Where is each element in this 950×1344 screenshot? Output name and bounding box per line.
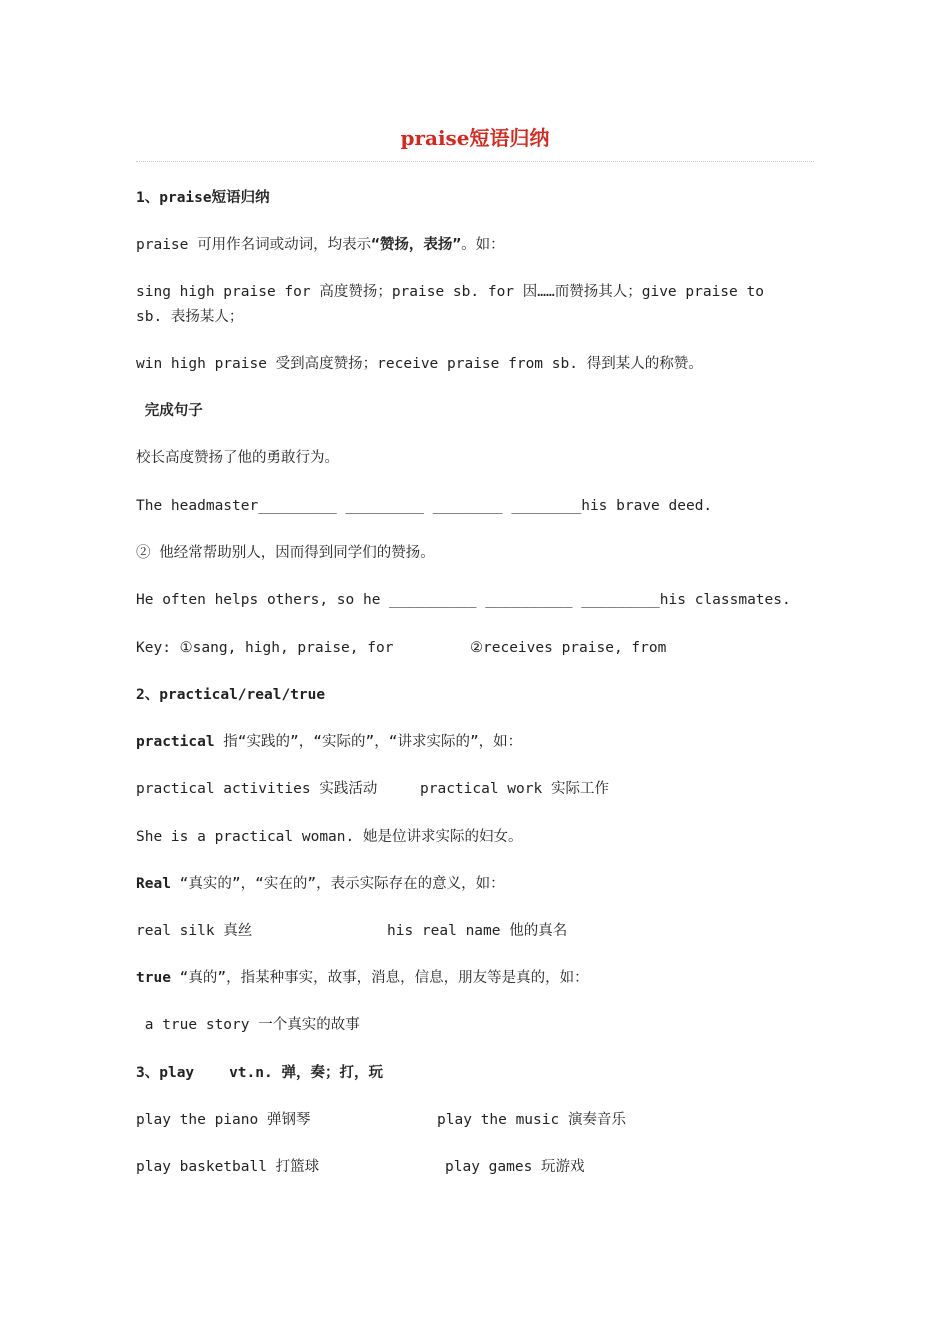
question-2-english: He often helps others, so he __________ __________ _________his classmates. [136,592,791,608]
section-1-example-1-line-1: sing high praise for 高度赞扬；praise sb. for 因……而赞扬其人；give praise to [136,284,764,300]
answer-key-2: ②receives praise, from [470,640,667,656]
true-definition [136,966,589,991]
real-examples [136,919,567,944]
true-example: a true story 一个真实的故事 [136,1017,360,1033]
practical-example-1: practical activities 实践活动 [136,781,378,797]
play-example-music: play the music 演奏音乐 [437,1112,626,1128]
question-1-english: The headmaster_________ _________ ________ ________his brave deed. [136,498,713,514]
true-meaning: “真的”，指某种事实，故事，消息，信息，朋友等是真的，如： [170,970,589,986]
real-word: Real [136,876,171,892]
question-1-chinese: 校长高度赞扬了他的勇敢行为。 [136,450,339,466]
intro-text: praise 可用作名词或动词，均表示 [136,237,372,253]
practical-examples [136,777,609,802]
play-example-piano: play the piano 弹钢琴 [136,1112,311,1128]
question-2-chinese: ② 他经常帮助别人，因而得到同学们的赞扬。 [136,545,435,561]
play-example-basketball: play basketball 打篮球 [136,1159,320,1175]
real-definition [136,872,505,897]
practical-word: practical [136,734,215,750]
answer-key [136,636,666,661]
section-1-example-2: win high praise 受到高度赞扬；receive praise from sb. 得到某人的称赞。 [136,356,703,372]
exercise-heading: 完成句子 [136,403,203,419]
real-example-1: real silk 真丝 [136,923,253,939]
section-1-heading: 1、praise短语归纳 [136,190,270,206]
section-2-heading: 2、practical/real/true [136,687,326,703]
practical-meaning: 指“实践的”，“实际的”，“讲求实际的”，如： [214,734,523,750]
title-divider [136,161,814,162]
answer-key-1: Key: ①sang, high, praise, for [136,640,394,656]
true-word: true [136,970,171,986]
section-3-heading: 3、play vt.n. 弹，奏；打，玩 [136,1065,383,1081]
practical-sentence: She is a practical woman. 她是位讲求实际的妇女。 [136,829,523,845]
play-example-games: play games 玩游戏 [445,1159,585,1175]
real-example-2: his real name 他的真名 [387,923,568,939]
play-examples-2 [136,1155,585,1180]
section-1-intro [136,233,505,258]
real-meaning: “真实的”，“实在的”，表示实际存在的意义，如： [170,876,505,892]
play-examples-1 [136,1108,626,1133]
document-title: praise短语归纳 [400,126,550,150]
practical-definition [136,730,522,755]
intro-end: 。如： [461,237,505,253]
section-1-example-1-line-2: sb. 表扬某人； [136,309,244,325]
intro-emphasis: “赞扬，表扬” [371,237,462,253]
practical-example-2: practical work 实际工作 [420,781,609,797]
